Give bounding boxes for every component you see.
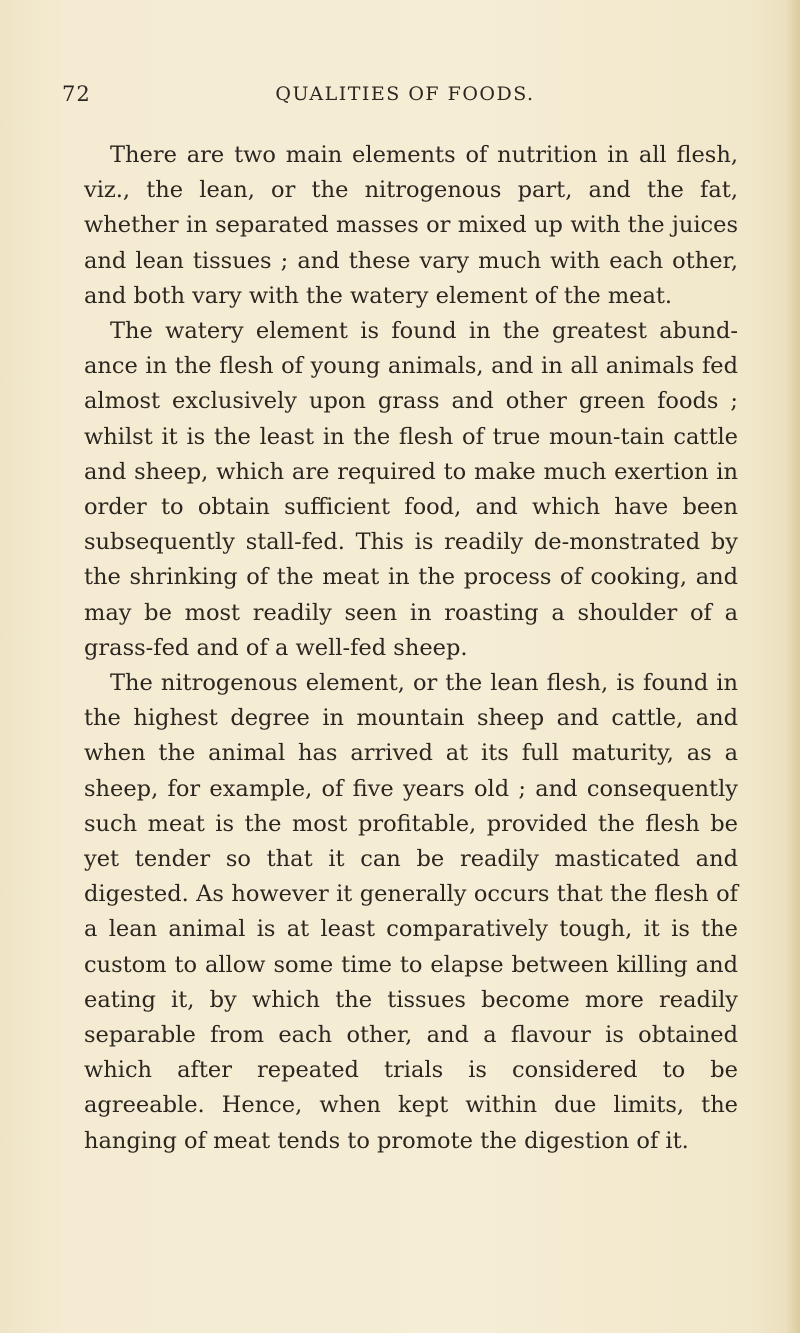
paragraph: There are two main elements of nutrition in all flesh, viz., the lean, or the nitrogenous part, and the fat, whether in separated masses or mixed up with the juices and lean tissues ; and these vary much with each other, and both vary with the watery element of the meat.: [84, 142, 738, 309]
page-edge-shadow: [786, 0, 800, 1333]
page-number: 72: [62, 82, 91, 106]
paragraph: The nitrogenous element, or the lean flesh, is found in the highest degree in mountain sheep and cattle, and when the animal has arrived at its full maturity, as a sheep, for example, of five years old ; and consequently such meat is the most profitable, provided the flesh be yet tender so that it can be readily masticated and digested. As however it generally occurs that the flesh of a lean animal is at least comparatively tough, it is the custom to allow some time to elapse between killing and eating it, by which the tissues become more readily separable from each other, and a flavour is obtained which after repeated trials is considered to be agreeable. Hence, when kept within due limits, the hanging of meat tends to promote the digestion of it.: [84, 670, 738, 1154]
paragraph: The watery element is found in the greatest abund-ance in the flesh of young animals, and in all animals fed almost exclusively upon grass and other green foods ; whilst it is the least in the flesh of true moun-tain cattle and sheep, which are required to make much exertion in order to obtain sufficient food, and which have been subsequently stall-fed. This is readily de-monstrated by the shrinking of the meat in the process of cooking, and may be most readily seen in roasting a shoulder of a grass-fed and of a well-fed sheep.: [84, 318, 738, 661]
body-text: [84, 138, 738, 1159]
running-title: QUALITIES OF FOODS.: [275, 83, 535, 105]
running-head: [60, 82, 750, 112]
